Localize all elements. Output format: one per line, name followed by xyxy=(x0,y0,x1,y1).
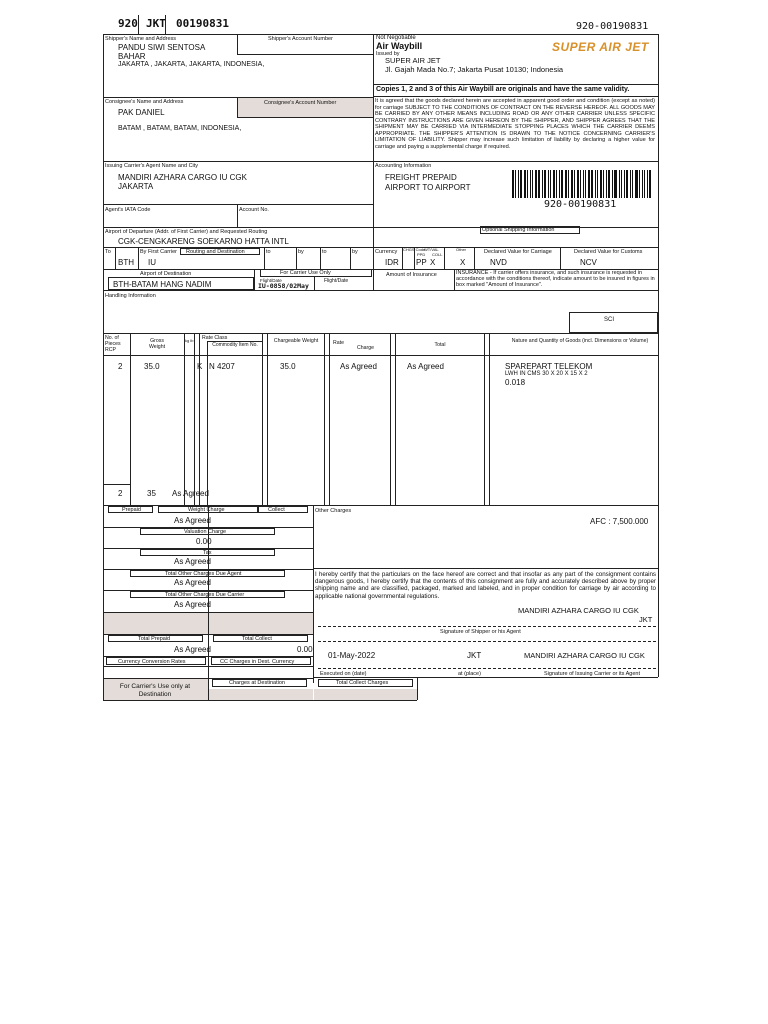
barcode-bar xyxy=(591,170,594,198)
coll-label: COLL xyxy=(432,252,443,257)
rule xyxy=(237,204,238,227)
rule xyxy=(417,677,418,700)
decl-customs-value: NCV xyxy=(580,258,597,267)
charges-dest-label: Charges at Destination xyxy=(229,680,285,686)
total-amount: As Agreed xyxy=(172,489,209,498)
rule xyxy=(350,247,351,269)
to-label: To xyxy=(105,249,111,255)
barcode-bar xyxy=(647,170,648,198)
cert-agent-city: JKT xyxy=(639,615,653,624)
rule xyxy=(103,290,658,291)
barcode-bar xyxy=(603,170,604,198)
barcode-bar xyxy=(606,170,607,198)
carrier-due-label: Total Other Charges Due Carrier xyxy=(165,592,245,598)
accounting-line-2: AIRPORT TO AIRPORT xyxy=(385,183,471,192)
cargo-total: As Agreed xyxy=(407,362,444,371)
awb-number-top-right: 920-00190831 xyxy=(576,21,649,32)
executed-place: JKT xyxy=(467,651,482,660)
rate-header: Rate xyxy=(333,340,344,346)
awb-serial: 00190831 xyxy=(176,17,229,30)
wt-x-value: X xyxy=(430,258,436,267)
carrier-due-value: As Agreed xyxy=(174,600,211,609)
total-prepaid-value: As Agreed xyxy=(174,645,211,654)
charges-dest-box xyxy=(209,689,313,700)
executed-date: 01-May-2022 xyxy=(328,651,376,660)
total-collect-charges-label: Total Collect Charges xyxy=(336,680,389,686)
at-place-label: at (place) xyxy=(458,671,481,677)
total-collect-value: 0.00 xyxy=(297,645,313,654)
barcode-bar xyxy=(635,170,638,198)
barcode-bar xyxy=(512,170,514,198)
rule xyxy=(267,333,268,505)
barcode-bar xyxy=(559,170,560,198)
cargo-commodity: N 4207 xyxy=(209,362,235,371)
issuer-name: MANDIRI AZHARA CARGO IU CGK xyxy=(524,651,645,660)
rule xyxy=(197,333,203,505)
barcode-bar xyxy=(642,170,644,198)
signature-label: Signature of Shipper or his Agent xyxy=(440,629,521,635)
signature-carrier-label: Signature of Issuing Carrier or its Agent xyxy=(544,671,640,677)
barcode-bar xyxy=(621,170,622,198)
routing-dest-label: Routing and Destination xyxy=(186,249,245,255)
departure-label: Airport of Departure (Addr. of First Carrier) and Requested Routing xyxy=(105,229,268,235)
ppd-label: PPD xyxy=(417,252,426,257)
total-collect-label: Total Collect xyxy=(242,636,272,642)
total-gross: 35 xyxy=(147,489,156,498)
rule xyxy=(373,247,374,269)
gross-header: Gross Weight xyxy=(148,338,166,350)
accounting-line-1: FREIGHT PREPAID xyxy=(385,173,457,182)
currency-label: Currency xyxy=(375,249,398,255)
wtval-label: WT/VAL xyxy=(424,247,439,252)
rule xyxy=(237,34,238,54)
rule xyxy=(444,247,445,269)
certification-text: I hereby certify that the particulars on the face hereof are correct and that insofar as any part of the consignment contains dangerous goods, I hereby certify that the contents of this consignment are fully and accurately described above by proper shipping name and are classified, packaged, marked and labeled, and in proper condition for carriage by air according to applicable national governmental regulations. xyxy=(315,571,656,600)
barcode-bar xyxy=(577,170,579,198)
rule xyxy=(264,247,265,269)
prepaid-label: Prepaid xyxy=(122,507,141,513)
rule xyxy=(373,34,374,247)
rule xyxy=(560,247,561,269)
execution-line-top xyxy=(318,641,656,642)
account-no-label: Account No. xyxy=(239,207,269,213)
rule xyxy=(103,161,658,162)
cargo-kg: K xyxy=(197,362,203,371)
rule xyxy=(313,568,658,569)
barcode-bar xyxy=(574,170,575,198)
carrier-value: IU xyxy=(148,258,156,267)
to2-label: to xyxy=(266,249,271,255)
rule xyxy=(320,247,321,269)
rule xyxy=(373,96,658,97)
rule xyxy=(138,247,139,269)
rule xyxy=(194,333,195,505)
barcode-bar xyxy=(550,170,551,198)
rule xyxy=(254,269,255,290)
barcode-bar xyxy=(530,170,531,198)
rule xyxy=(329,333,330,505)
copies-notice: Copies 1, 2 and 3 of this Air Waybill are originals and have the same validity. xyxy=(376,86,630,93)
goods-line-2: LWH IN CMS 30 X 20 X 15 X 2 xyxy=(505,371,588,377)
valuation-label: Valuation Charge xyxy=(184,529,227,535)
by3-label: by xyxy=(352,249,358,255)
first-carrier-label: By First Carrier xyxy=(140,249,177,255)
barcode-bar xyxy=(538,170,540,198)
rule xyxy=(103,34,104,701)
charge-header: Charge xyxy=(357,345,375,351)
barcode-bar xyxy=(600,170,602,198)
barcode-bar xyxy=(597,170,598,198)
rule xyxy=(489,333,490,505)
issued-by-label: Issued by xyxy=(376,51,400,57)
pieces-header: No. of Pieces RCP xyxy=(105,335,121,353)
flight-value: IU-0858/02May xyxy=(258,282,309,290)
tax-label: Tax xyxy=(203,550,212,556)
rule xyxy=(103,700,417,701)
consignee-name: PAK DANIEL xyxy=(118,108,165,117)
agent-due-value: As Agreed xyxy=(174,578,211,587)
carrier-use-label: For Carrier Use Only xyxy=(280,270,331,276)
barcode-bar xyxy=(595,170,596,198)
collect-label: Collect xyxy=(268,507,285,513)
nature-header: Nature and Quantity of Goods (incl. Dimensions or Volume) xyxy=(511,338,649,344)
cc-charges-label: CC Charges in Dest. Currency xyxy=(220,659,295,665)
insurance-amount-label: Amount of Insurance xyxy=(386,272,437,278)
rule xyxy=(296,247,297,269)
rule xyxy=(484,333,485,505)
commodity-header: Commodity Item No. xyxy=(212,342,258,348)
shipper-name-1: PANDU SIWI SENTOSA xyxy=(118,43,206,52)
consignee-address: BATAM , BATAM, BATAM, INDONESIA, xyxy=(118,125,242,132)
other-x-value: X xyxy=(460,258,466,267)
barcode-bar xyxy=(518,170,519,198)
barcode-bar xyxy=(571,170,574,198)
valuation-value: 0.00 xyxy=(196,537,212,546)
header-divider xyxy=(138,15,139,35)
carrier-address: Jl. Gajah Mada No.7; Jakarta Pusat 10130; Indonesia xyxy=(385,65,564,74)
shipper-address: JAKARTA , JAKARTA, JAKARTA, INDONESIA, xyxy=(118,61,265,68)
insurance-text: INSURANCE - If carrier offers insurance, and such insurance is requested in accordance with the conditions thereof, indicate amount to be insured in figures in box marked "Amount of Insurance". xyxy=(456,270,655,288)
other-label: Other xyxy=(456,247,467,252)
rule xyxy=(658,505,659,677)
other-charges-label: Other Charges xyxy=(315,508,352,514)
rule xyxy=(324,333,325,505)
rule xyxy=(658,34,659,505)
rate-class-header: Rate Class xyxy=(202,335,228,341)
not-negotiable: Not Negotiable xyxy=(376,35,416,41)
destination-label: Airport of Destination xyxy=(140,271,192,277)
barcode-bar xyxy=(624,170,625,198)
barcode-bar xyxy=(524,170,527,198)
chgs-label: CHGS Code xyxy=(403,247,426,252)
rule xyxy=(314,277,315,290)
shipper-name-2: BAHAR xyxy=(118,52,146,61)
consignee-label: Consignee's Name and Address xyxy=(105,99,184,105)
rule xyxy=(262,333,263,505)
flight-date-label: Flight/Date xyxy=(260,278,282,283)
barcode-bar xyxy=(639,170,640,198)
rule xyxy=(103,666,313,667)
awb-barcode xyxy=(512,170,653,198)
barcode-bar xyxy=(556,170,557,198)
rule xyxy=(103,333,658,334)
rule xyxy=(237,54,373,55)
rule xyxy=(454,269,455,290)
goods-line-3: 0.018 xyxy=(505,378,526,387)
optional-shipping-label: Optional Shipping Information xyxy=(482,227,555,233)
total-header: Total xyxy=(434,342,446,348)
barcode-bar xyxy=(630,170,631,198)
rule xyxy=(390,333,391,505)
awb-title: Air Waybill xyxy=(376,41,423,51)
rule xyxy=(103,484,130,485)
decl-carriage-label: Declared Value for Carriage xyxy=(484,249,552,255)
barcode-bar xyxy=(532,170,533,198)
kg-lb-header: kg lb xyxy=(185,338,194,343)
total-collect-charges-box xyxy=(314,689,417,700)
execution-line xyxy=(318,668,656,669)
barcode-bar xyxy=(527,170,528,198)
rule xyxy=(474,247,475,269)
rule xyxy=(207,341,208,505)
carrier-use-dest-label: For Carrier's Use only at Destination xyxy=(119,683,191,698)
decl-carriage-value: NVD xyxy=(490,258,507,267)
weight-charge-label: Weight Charge xyxy=(188,507,225,513)
barcode-bar xyxy=(588,170,590,198)
by2-label: by xyxy=(298,249,304,255)
barcode-bar xyxy=(548,170,549,198)
rule xyxy=(130,333,131,505)
barcode-bar xyxy=(649,170,651,198)
shipper-label: Shipper's Name and Address xyxy=(105,36,177,42)
agent-iata-label: Agent's IATA Code xyxy=(105,207,151,213)
conversion-label: Currency Conversion Rates xyxy=(118,659,186,665)
barcode-bar xyxy=(535,170,537,198)
rule xyxy=(184,333,185,505)
destination-airport: BTH-BATAM HANG NADIM xyxy=(113,280,212,289)
rule xyxy=(313,677,658,678)
pp-value: PP xyxy=(416,258,427,267)
agent-label: Issuing Carrier's Agent Name and City xyxy=(105,163,199,169)
barcode-bar xyxy=(632,170,633,198)
awb-origin: JKT xyxy=(146,17,166,30)
departure-airport: CGK-CENGKARENG SOEKARNO HATTA INTL xyxy=(118,237,289,246)
barcode-bar xyxy=(515,170,516,198)
rule xyxy=(373,84,658,85)
tax-value: As Agreed xyxy=(174,557,211,566)
rule xyxy=(103,204,373,205)
cargo-gross: 35.0 xyxy=(144,362,160,371)
total-pieces: 2 xyxy=(118,489,123,498)
header-divider xyxy=(165,15,166,35)
cert-agent-name: MANDIRI AZHARA CARGO IU CGK xyxy=(518,606,639,615)
prepaid-grey-box xyxy=(104,613,208,634)
rule xyxy=(313,505,314,683)
barcode-bar xyxy=(542,170,543,198)
decl-customs-label: Declared Value for Customs xyxy=(574,249,643,255)
agent-due-label: Total Other Charges Due Agent xyxy=(165,571,242,577)
cargo-rate: As Agreed xyxy=(340,362,377,371)
barcode-bar xyxy=(583,170,584,198)
barcode-bar xyxy=(553,170,555,198)
barcode-bar xyxy=(626,170,628,198)
barcode-bar xyxy=(544,170,547,198)
barcode-bar xyxy=(568,170,569,198)
handling-label: Handling Information xyxy=(105,293,156,299)
barcode-bar xyxy=(608,170,610,198)
awb-prefix: 920 xyxy=(118,17,138,30)
signature-line xyxy=(318,626,656,627)
barcode-bar xyxy=(585,170,586,198)
cargo-pieces: 2 xyxy=(118,362,123,371)
to-value: BTH xyxy=(118,258,134,267)
shipper-account-label: Shipper's Account Number xyxy=(268,36,333,42)
flight-date-label-2: Flight/Date xyxy=(324,278,349,284)
rule xyxy=(115,247,116,269)
accounting-label: Accounting Information xyxy=(375,163,432,169)
barcode-number: 920-00190831 xyxy=(544,199,617,210)
goods-line-1: SPAREPART TELEKOM xyxy=(505,362,593,371)
barcode-bar xyxy=(612,170,613,198)
rule xyxy=(103,355,658,356)
agent-city: JAKARTA xyxy=(118,182,154,191)
cargo-chargeable: 35.0 xyxy=(280,362,296,371)
rule xyxy=(373,269,374,290)
conditions-text: It is agreed that the goods declared herein are accepted in apparent good order and condition (except as noted) for carriage SUBJECT TO THE CONDITIONS OF CONTRACT ON THE REVERSE HEREOF. ALL GOODS MAY BE CARRIED BY ANY OTHER MEANS INCLUDING ROAD OR ANY OTHER CARRIER UNLESS SPECIFIC CONTRARY INSTRUCTIONS ARE GIVEN HEREON BY THE SHIPPER, AND SHIPPER AGREES THAT THE SHIPMENT MAY BE CARRIED VIA INTERMEDIATE STOPPING PLACES WHICH THE CARRIER DEEMS APPROPRIATE. THE SHIPPER'S ATTENTION IS DRAWN TO THE NOTICE CONCERNING CARRIER'S LIMITATION OF LIABILITY. Shipper may increase such limitation of liability by declaring a higher value for carriage and paying a supplemental charge if required. xyxy=(375,98,655,150)
executed-on-label: Executed on (date) xyxy=(320,671,367,677)
rule xyxy=(395,333,396,505)
total-prepaid-label: Total Prepaid xyxy=(138,636,171,642)
barcode-bar xyxy=(619,170,621,198)
weight-charge-value: As Agreed xyxy=(174,516,211,525)
to3-label: to xyxy=(322,249,327,255)
sci-label: SCI xyxy=(604,317,615,323)
consignee-account-label: Consignee's Account Number xyxy=(264,100,337,106)
barcode-bar xyxy=(644,170,645,198)
agent-name: MANDIRI AZHARA CARGO IU CGK xyxy=(118,173,247,182)
barcode-bar xyxy=(520,170,522,198)
collect-grey-box xyxy=(209,613,313,634)
currency-value: IDR xyxy=(385,258,399,267)
chargeable-header: Chargeable Weight xyxy=(273,338,319,344)
rule xyxy=(237,117,373,118)
super-air-jet-logo: SUPER AIR JET xyxy=(552,40,649,54)
barcode-bar xyxy=(561,170,563,198)
barcode-bar xyxy=(580,170,581,198)
barcode-bar xyxy=(565,170,567,198)
barcode-bar xyxy=(614,170,617,198)
afc-charge: AFC : 7,500.000 xyxy=(590,517,649,526)
carrier-name: SUPER AIR JET xyxy=(385,56,441,65)
